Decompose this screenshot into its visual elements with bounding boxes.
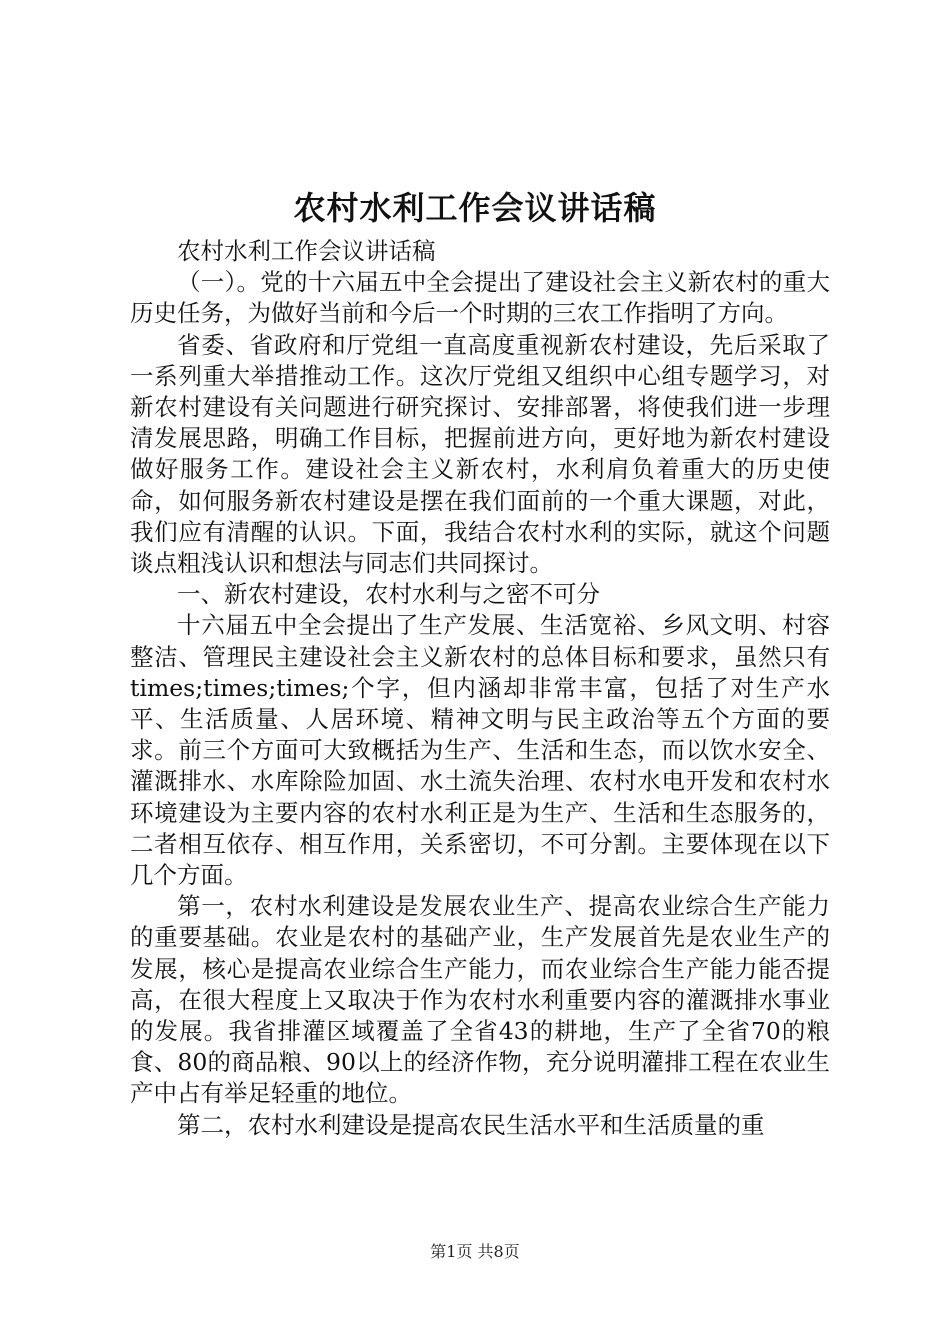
paragraph: 第二，农村水利建设是提高农民生活水平和生活质量的重 bbox=[177, 1110, 765, 1139]
paragraph: 十六届五中全会提出了生产发展、生活宽裕、乡风文明、村容整洁、管理民主建设社会主义新农村的总体目标和要求，虽然只有times;times;times;个字，但内涵却非常丰富，包括了对生产水平、生活质量、人居环境、精神文明与民主政治等五个方面的要求。前三个方面可大致概括为生产、生活和生态，而以饮水安全、灌溉排水、水库除险加固、水土流失治理、农村水电开发和农村水环境建设为主要内容的农村水利正是为生产、生活和生态服务的，二者相互依存、相互作用，关系密切，不可分割。主要体现在以下几个方面。 bbox=[130, 611, 830, 890]
document-body bbox=[130, 236, 830, 1141]
paragraph: （一）。党的十六届五中全会提出了建设社会主义新农村的重大历史任务，为做好当前和今后一个时期的三农工作指明了方向。 bbox=[130, 268, 830, 328]
paragraph: 第一，农村水利建设是发展农业生产、提高农业综合生产能力的重要基础。农业是农村的基础产业，生产发展首先是农业生产的发展，核心是提高农业综合生产能力，而农业综合生产能力能否提高，在很大程度上又取决于作为农村水利重要内容的灌溉排水事业的发展。我省排灌区域覆盖了全省43的耕地，生产了全省70的粮食、80的商品粮、90以上的经济作物，充分说明灌排工程在农业生产中占有举足轻重的地位。 bbox=[130, 892, 830, 1108]
section-heading: 一、新农村建设，农村水利与之密不可分 bbox=[177, 580, 600, 609]
paragraph-subtitle: 农村水利工作会议讲话稿 bbox=[177, 237, 436, 265]
paragraph: 省委、省政府和厅党组一直高度重视新农村建设，先后采取了一系列重大举措推动工作。这次厅党组又组织中心组专题学习，对新农村建设有关问题进行研究探讨、安排部署，将使我们进一步理清发展思路，明确工作目标，把握前进方向，更好地为新农村建设做好服务工作。建设社会主义新农村，水利肩负着重大的历史使命，如何服务新农村建设是摆在我们面前的一个重大课题，对此，我们应有清醒的认识。下面，我结合农村水利的实际，就这个问题谈点粗浅认识和想法与同志们共同探讨。 bbox=[130, 330, 830, 578]
page-number-footer: 第1页 共8页 bbox=[430, 1242, 520, 1261]
document-title: 农村水利工作会议讲话稿 bbox=[293, 189, 657, 227]
